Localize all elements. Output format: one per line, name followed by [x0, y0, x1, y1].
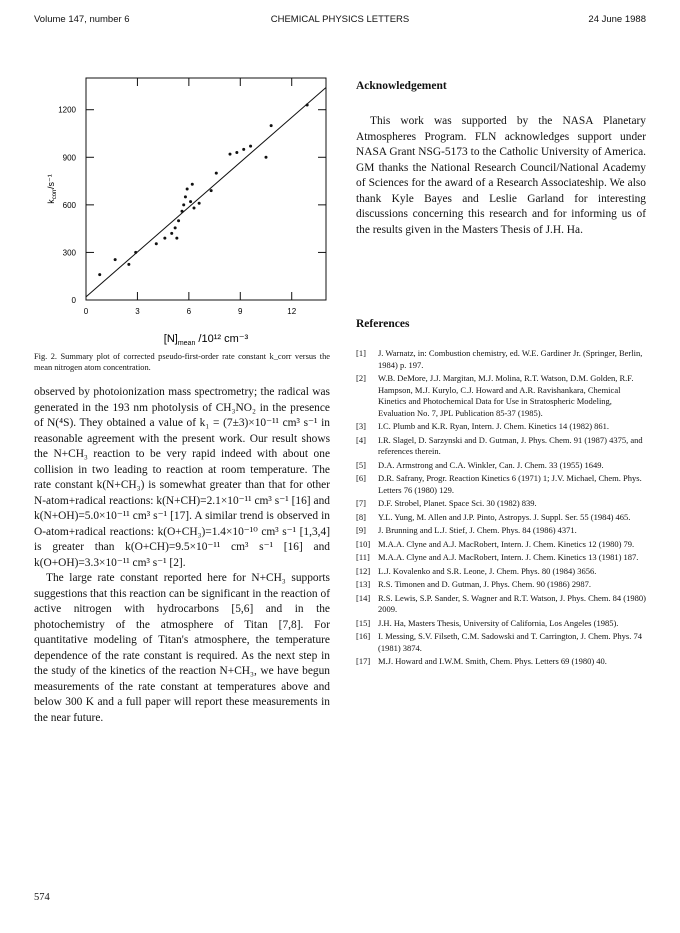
data-point — [215, 172, 218, 175]
reference-text: M.J. Howard and I.W.M. Smith, Chem. Phys. Letters 69 (1980) 40. — [378, 656, 607, 666]
x-axis-label-sub: mean — [177, 340, 196, 346]
x-tick-label: 9 — [238, 307, 243, 316]
y-axis-label-unit: /s⁻¹ — [46, 174, 56, 189]
data-point — [177, 219, 180, 222]
reference-number: [16] — [356, 631, 371, 641]
y-tick-label: 1200 — [58, 105, 76, 115]
acknowledgement-text: This work was supported by the NASA Planetary Atmospheres Program. FLN acknowledges support under NASA Grant NSG-5173 to the Catholic University of America. GM thanks the National Research Council/National Academy of Sciences for the award of a Research Associateship. We also thank Kyle Bayes and Leslie Garland for interesting discussions concerning this research and for informing us of the results given in the Masters Thesis of J.H. Ha. — [356, 115, 646, 236]
figure-2 — [34, 56, 334, 346]
data-point — [170, 232, 173, 235]
y-axis-label-sub: corr — [52, 188, 58, 200]
reference-text: I. Messing, S.V. Filseth, C.M. Sadowski and T. Carrington, J. Chem. Phys. 74 (1981) 3874. — [378, 631, 642, 653]
reference-item — [356, 593, 648, 616]
reference-item — [356, 460, 648, 472]
plot-frame — [86, 78, 326, 300]
reference-list — [356, 348, 648, 670]
data-point — [235, 151, 238, 154]
data-point — [186, 188, 189, 191]
reference-text: I.C. Plumb and K.R. Ryan, Intern. J. Chem. Kinetics 14 (1982) 861. — [378, 421, 610, 431]
reference-number: [6] — [356, 473, 366, 483]
reference-text: L.J. Kovalenko and S.R. Leone, J. Chem. Phys. 80 (1984) 3656. — [378, 565, 597, 576]
data-point — [193, 207, 196, 210]
data-point — [127, 263, 130, 266]
data-point — [114, 258, 117, 261]
fit-line — [86, 88, 326, 297]
reference-number: [2] — [356, 373, 366, 383]
data-point — [163, 237, 166, 240]
data-point — [181, 210, 184, 213]
y-tick-label: 300 — [62, 248, 76, 258]
reference-text: R.S. Timonen and D. Gutman, J. Phys. Chem. 90 (1986) 2987. — [378, 579, 591, 589]
data-point — [189, 200, 192, 203]
reference-number: [8] — [356, 511, 366, 522]
reference-item — [356, 373, 648, 419]
scatter-plot — [34, 56, 334, 346]
reference-text: J. Brunning and L.J. Stief, J. Chem. Phys. 84 (1986) 4371. — [378, 525, 577, 535]
data-point — [265, 156, 268, 159]
reference-number: [11] — [356, 552, 370, 562]
reference-number: [14] — [356, 592, 371, 603]
x-tick-label: 12 — [287, 307, 297, 316]
page-number: 574 — [34, 892, 50, 903]
reference-number: [5] — [356, 459, 366, 470]
body-paragraph-2: The large rate constant reported here for N+CH₃ supports suggestions that this reaction can be significant in the reaction of active nitrogen with hydrocarbons [5,6] and in the photochemistry of the atmosphere of Titan [7,8]. For quantitative modeling of Titan's atmosphere, the temperature dependence of the rate constant is required. As the next step in the study of the kinetics of the reaction N+CH₃, we have begun measurements of the rate constant at temperatures above and below 300 K and a full paper will report these measurements in the near future. — [34, 572, 330, 724]
reference-item — [356, 435, 648, 458]
data-point — [229, 153, 232, 156]
reference-number: [1] — [356, 348, 366, 358]
y-axis-label — [46, 174, 58, 204]
reference-number: [7] — [356, 498, 366, 508]
reference-text: J. Warnatz, in: Combustion chemistry, ed. W.E. Gardiner Jr. (Springer, Berlin, 1984) p. 197. — [378, 348, 643, 370]
y-tick-label: 0 — [71, 296, 76, 305]
volume-info: Volume 147, number 6 — [34, 14, 130, 25]
y-tick-label: 900 — [62, 153, 76, 163]
data-point — [191, 183, 194, 186]
reference-number: [17] — [356, 656, 371, 666]
reference-number: [15] — [356, 617, 371, 628]
reference-number: [13] — [356, 579, 371, 589]
y-axis-label-main: k — [46, 199, 56, 204]
reference-text: R.S. Lewis, S.P. Sander, S. Wagner and R.T. Watson, J. Phys. Chem. 84 (1980) 2009. — [378, 592, 646, 614]
reference-item — [356, 631, 648, 654]
reference-item — [356, 473, 648, 496]
reference-number: [10] — [356, 538, 371, 549]
data-point — [270, 124, 273, 127]
data-point — [249, 145, 252, 148]
reference-item — [356, 512, 648, 524]
reference-number: [3] — [356, 421, 366, 431]
data-point — [134, 251, 137, 254]
data-point — [174, 226, 177, 229]
reference-item — [356, 525, 648, 537]
references-heading: References — [356, 318, 410, 330]
figure-caption: Fig. 2. Summary plot of corrected pseudo-first-order rate constant k_corr versus the mean nitrogen atom concentration. — [34, 352, 330, 372]
data-point — [98, 273, 101, 276]
data-point — [175, 237, 178, 240]
reference-item — [356, 566, 648, 578]
journal-name: CHEMICAL PHYSICS LETTERS — [270, 14, 410, 25]
reference-text: D.R. Safrany, Progr. Reaction Kinetics 6 (1971) 1; J.V. Michael, Chem. Phys. Letters 76 (1980) 129. — [378, 473, 642, 495]
reference-item — [356, 618, 648, 630]
body-text — [34, 385, 330, 726]
x-tick-label: 0 — [83, 307, 89, 316]
data-point — [242, 148, 245, 151]
reference-item — [356, 552, 648, 564]
y-tick-label: 600 — [62, 200, 76, 210]
reference-item — [356, 498, 648, 510]
data-point — [198, 202, 201, 205]
data-point — [184, 195, 187, 198]
reference-item — [356, 656, 648, 668]
data-point — [306, 103, 309, 106]
x-axis-label-main: [N] — [163, 333, 178, 345]
reference-item — [356, 421, 648, 433]
x-axis-label — [164, 333, 249, 346]
body-paragraph-1: observed by photoionization mass spectrometry; the radical was generated in the 193 nm photolysis of CH₃NO₂ in the presence of N(⁴S). They obtained a value of k₁ = (7±3)×10⁻¹¹ cm³ s⁻¹ in reasonable agreement with the present work. Our result shows the N+CH₃ reaction to be very rapid indeed with about one collision in two leading to reaction at room temperature. The rate constant k(N+CH₃) is somewhat greater than that for other N-atom+radical reactions: k(N+CH)=2.1×10⁻¹¹ cm³ s⁻¹ [16] and k(N+OH)=5.0×10⁻¹¹ cm³ s⁻¹ [17]. A similar trend is observed in O-atom+radical reactions: k(O+CH₃)=1.4×10⁻¹⁰ cm³ s⁻¹ [1,3,4] is greater than k(O+CH)=9.5×10⁻¹¹ cm³ s⁻¹ [16] and k(O+OH)=3.3×10⁻¹¹ cm³ s⁻¹ [2]. — [34, 386, 330, 569]
running-header — [34, 14, 646, 28]
acknowledgement-heading: Acknowledgement — [356, 80, 447, 92]
data-point — [155, 242, 158, 245]
reference-text: D.F. Strobel, Planet. Space Sci. 30 (1982) 839. — [378, 498, 537, 508]
reference-text: D.A. Armstrong and C.A. Winkler, Can. J. Chem. 33 (1955) 1649. — [378, 459, 604, 470]
reference-text: M.A.A. Clyne and A.J. MacRobert, Intern. J. Chem. Kinetics 13 (1981) 187. — [378, 552, 639, 562]
data-point — [210, 189, 213, 192]
reference-text: W.B. DeMore, J.J. Margitan, M.J. Molina, R.T. Watson, D.M. Golden, R.F. Hampson, M.J. Kurylo, C.J. Howard and A.R. Ravishankara, Chemical Kinetics and Photochemical Data for Use in Stratospheric Modeling, Evaluation No. 7, JPL Publication 85-37 (1985). — [378, 373, 634, 418]
reference-item — [356, 539, 648, 551]
reference-item — [356, 348, 648, 371]
x-axis-label-unit: /10¹² cm⁻³ — [195, 333, 249, 345]
reference-text: I.R. Slagel, D. Sarzynski and D. Gutman, J. Phys. Chem. 91 (1987) 4375, and references therein. — [378, 434, 643, 456]
reference-number: [4] — [356, 434, 366, 445]
issue-date: 24 June 1988 — [588, 14, 646, 25]
reference-text: J.H. Ha, Masters Thesis, University of California, Los Angeles (1985). — [378, 617, 619, 628]
data-point — [182, 203, 185, 206]
reference-number: [12] — [356, 565, 371, 576]
reference-item — [356, 579, 648, 591]
reference-number: [9] — [356, 525, 366, 535]
reference-text: M.A.A. Clyne and A.J. MacRobert, Intern. J. Chem. Kinetics 12 (1980) 79. — [378, 538, 635, 549]
reference-text: Y.L. Yung, M. Allen and J.P. Pinto, Astropys. J. Suppl. Ser. 55 (1984) 465. — [378, 511, 631, 522]
x-tick-label: 3 — [135, 307, 140, 316]
x-tick-label: 6 — [186, 307, 192, 316]
